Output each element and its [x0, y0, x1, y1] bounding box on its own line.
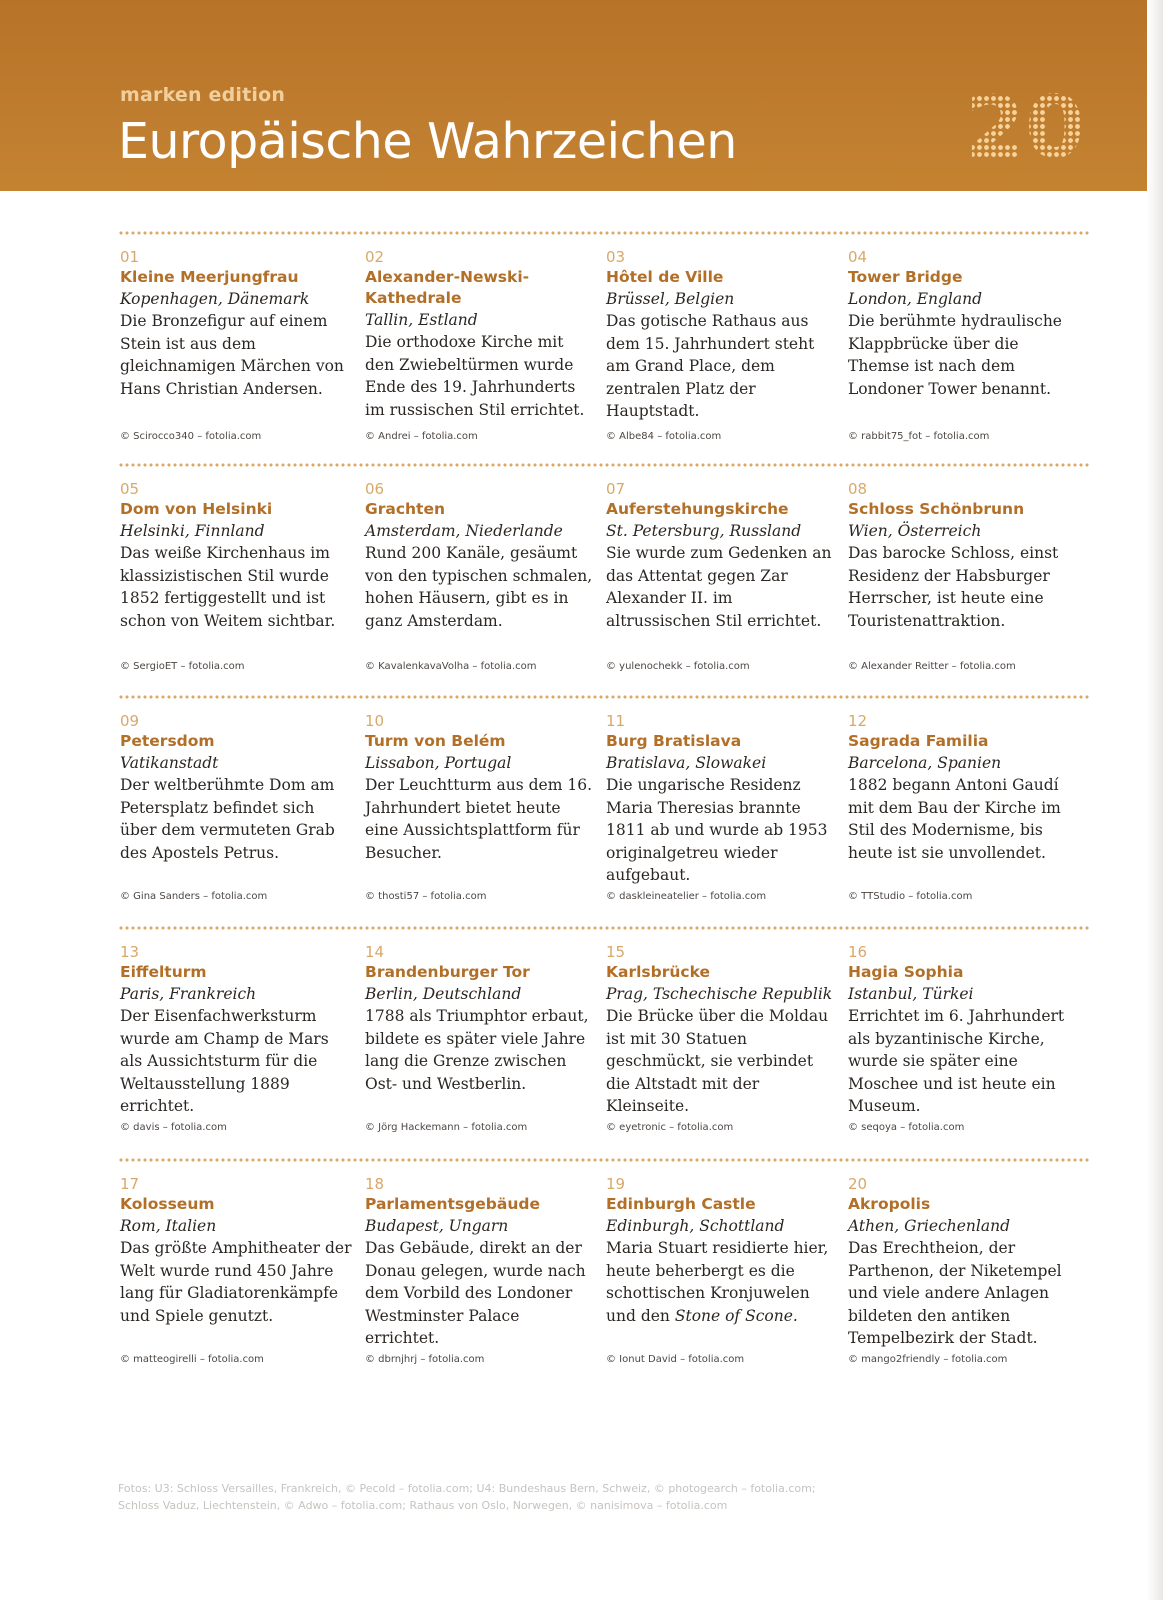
photo-credit: © seqoya – fotolia.com — [848, 1122, 965, 1133]
entry-number: 01 — [120, 248, 140, 266]
entry-number: 04 — [848, 248, 868, 266]
page-edge-shadow — [1147, 0, 1163, 1600]
photo-credit: © Gina Sanders – fotolia.com — [120, 891, 268, 902]
photo-credit: © eyetronic – fotolia.com — [606, 1122, 734, 1133]
entry-number: 03 — [606, 248, 626, 266]
entry-description: Der Eisenfachwerksturm wurde am Champ de Mars als Aussichtsturm für die Weltausstellung 1889 errichtet. — [120, 1007, 329, 1115]
entry-description — [606, 1237, 838, 1327]
landmark-entry-09 — [120, 711, 352, 864]
photo-credit: © KavalenkavaVolha – fotolia.com — [365, 661, 537, 672]
entry-description: Das gotische Rathaus aus dem 15. Jahrhundert steht am Grand Place, dem zentralen Platz der Hauptstadt. — [606, 312, 815, 420]
entry-number: 18 — [365, 1175, 385, 1193]
photo-credit: © yulenochekk – fotolia.com — [606, 661, 750, 672]
entry-name: Schloss Schönbrunn — [848, 500, 1025, 518]
entry-description: Die Brücke über die Moldau ist mit 30 Statuen geschmückt, sie verbindet die Altstadt mit der Kleinseite. — [606, 1007, 829, 1115]
landmark-entry-12 — [848, 711, 1080, 864]
entry-name: Grachten — [365, 500, 446, 518]
photo-credit: © rabbit75_fot – fotolia.com — [848, 431, 990, 442]
footer-line: Schloss Vaduz, Liechtenstein, © Adwo – fotolia.com; Rathaus von Oslo, Norwegen, © nanisimova – fotolia.com — [118, 1499, 728, 1512]
edition-label: marken edition — [120, 84, 286, 106]
entry-name: Hagia Sophia — [848, 963, 964, 981]
entry-location: Amsterdam, Niederlande — [365, 522, 563, 540]
entry-description: Das größte Amphitheater der Welt wurde rund 450 Jahre lang für Gladiatorenkämpfe und Spiele genutzt. — [120, 1239, 352, 1325]
entry-name: Edinburgh Castle — [606, 1195, 756, 1213]
photo-credits-footer — [118, 1480, 1018, 1514]
photo-credit: © daskleineatelier – fotolia.com — [606, 891, 767, 902]
header-banner — [0, 0, 1163, 191]
entry-name: Kolosseum — [120, 1195, 215, 1213]
photo-credit: © dbrnjhrj – fotolia.com — [365, 1354, 485, 1365]
entry-location: Paris, Frankreich — [120, 985, 257, 1003]
entry-name: Tower Bridge — [848, 268, 963, 286]
entry-location: Berlin, Deutschland — [365, 985, 522, 1003]
entry-name: Eiffelturm — [120, 963, 207, 981]
entry-description: Das Erechtheion, der Parthenon, der Niketempel und viele andere Anlagen bildeten den antiken Tempelbezirk der Stadt. — [848, 1239, 1062, 1347]
entry-location: Helsinki, Finnland — [120, 522, 265, 540]
entry-name: Brandenburger Tor — [365, 963, 530, 981]
entry-number: 12 — [848, 712, 868, 730]
landmark-entry-04 — [848, 247, 1080, 400]
landmark-entry-16 — [848, 942, 1080, 1118]
entry-name: Petersdom — [120, 732, 215, 750]
entry-number: 05 — [120, 480, 140, 498]
photo-credit: © Albe84 – fotolia.com — [606, 431, 722, 442]
entry-description: Das barocke Schloss, einst Residenz der Habsburger Herrscher, ist heute eine Touristenattraktion. — [848, 544, 1059, 630]
entry-description: Der weltberühmte Dom am Petersplatz befindet sich über dem vermuteten Grab des Apostels Petrus. — [120, 776, 335, 862]
landmark-entry-14 — [365, 942, 597, 1095]
entry-number: 14 — [365, 943, 385, 961]
entry-number: 11 — [606, 712, 626, 730]
entry-description: Das Gebäude, direkt an der Donau gelegen, wurde nach dem Vorbild des Londoner Westminster Palace errichtet. — [365, 1239, 586, 1347]
entry-description: Errichtet im 6. Jahrhundert als byzantinische Kirche, wurde sie später eine Moschee und ist heute ein Museum. — [848, 1007, 1065, 1115]
entry-location: Bratislava, Slowakei — [606, 754, 767, 772]
entry-location: Istanbul, Türkei — [848, 985, 974, 1003]
entry-number: 16 — [848, 943, 868, 961]
entry-description: Der Leuchtturm aus dem 16. Jahrhundert bietet heute eine Aussichtsplattform für Besucher. — [365, 776, 592, 862]
photo-credit: © SergioET – fotolia.com — [120, 661, 245, 672]
photo-credit: © davis – fotolia.com — [120, 1122, 227, 1133]
landmark-entry-18 — [365, 1174, 597, 1350]
entry-location: Kopenhagen, Dänemark — [120, 290, 310, 308]
entry-name: Kleine Meerjungfrau — [120, 268, 299, 286]
dotted-separator — [118, 231, 1090, 235]
landmark-entry-13 — [120, 942, 352, 1118]
photo-credit: © Andrei – fotolia.com — [365, 431, 478, 442]
landmark-entry-03 — [606, 247, 838, 423]
entry-description-italic: Stone of Scone. — [674, 1306, 798, 1325]
landmark-entry-01 — [120, 247, 352, 400]
photo-credit: © Scirocco340 – fotolia.com — [120, 431, 262, 442]
edition-number-badge: 20 — [962, 88, 1088, 168]
landmark-entry-02 — [365, 247, 597, 421]
entry-number: 19 — [606, 1175, 626, 1193]
entry-location: Wien, Österreich — [848, 522, 982, 540]
landmark-entry-06 — [365, 479, 597, 632]
photo-credit: © TTStudio – fotolia.com — [848, 891, 973, 902]
entry-name: Parlamentsgebäude — [365, 1195, 540, 1213]
entry-number: 08 — [848, 480, 868, 498]
entry-name: Akropolis — [848, 1195, 931, 1213]
entry-description: Die Bronzefigur auf einem Stein ist aus dem gleichnamigen Märchen von Hans Christian Andersen. — [120, 312, 344, 398]
landmark-entry-05 — [120, 479, 352, 632]
entry-description: Das weiße Kirchenhaus im klassizistischen Stil wurde 1852 fertiggestellt und ist schon von Weitem sichtbar. — [120, 544, 336, 630]
entry-location: Brüssel, Belgien — [606, 290, 735, 308]
entry-location: Lissabon, Portugal — [365, 754, 512, 772]
photo-credit: © Jörg Hackemann – fotolia.com — [365, 1122, 528, 1133]
entry-number: 06 — [365, 480, 385, 498]
entry-name: Turm von Belém — [365, 732, 506, 750]
entry-location: Vatikanstadt — [120, 754, 219, 772]
entry-name: Burg Bratislava — [606, 732, 742, 750]
entry-location: Prag, Tschechische Republik — [606, 985, 833, 1003]
entry-description: 1788 als Triumphtor erbaut, bildete es später viele Jahre lang die Grenze zwischen Ost- und Westberlin. — [365, 1007, 589, 1093]
entry-number: 17 — [120, 1175, 140, 1193]
dotted-separator — [118, 695, 1090, 699]
page-title: Europäische Wahrzeichen — [118, 113, 737, 170]
photo-credit: © Alexander Reitter – fotolia.com — [848, 661, 1016, 672]
entry-number: 10 — [365, 712, 385, 730]
landmark-entry-20 — [848, 1174, 1080, 1350]
entry-description: Sie wurde zum Gedenken an das Attentat gegen Zar Alexander II. im altrussischen Stil errichtet. — [606, 544, 832, 630]
entry-description: Die orthodoxe Kirche mit den Zwiebeltürmen wurde Ende des 19. Jahrhunderts im russischen Stil errichtet. — [365, 333, 585, 419]
entry-number: 07 — [606, 480, 626, 498]
entry-location: London, England — [848, 290, 983, 308]
entry-name: Hôtel de Ville — [606, 268, 724, 286]
entry-location: Tallin, Estland — [365, 311, 478, 329]
photo-credit: © Ionut David – fotolia.com — [606, 1354, 745, 1365]
entry-name: Alexander-Newski-Kathedrale — [365, 268, 530, 307]
entry-name: Karlsbrücke — [606, 963, 711, 981]
entry-description: 1882 begann Antoni Gaudí mit dem Bau der Kirche im Stil des Modernisme, bis heute ist sie unvollendet. — [848, 776, 1061, 862]
photo-credit: © matteogirelli – fotolia.com — [120, 1354, 264, 1365]
entry-name: Dom von Helsinki — [120, 500, 273, 518]
entry-location: Budapest, Ungarn — [365, 1217, 509, 1235]
entry-description: Die berühmte hydraulische Klappbrücke über die Themse ist nach dem Londoner Tower benannt. — [848, 312, 1062, 398]
entry-description: Die ungarische Residenz Maria Theresias brannte 1811 ab und wurde ab 1953 originalgetreu wieder aufgebaut. — [606, 776, 828, 884]
entry-name: Auferstehungskirche — [606, 500, 789, 518]
landmark-entry-08 — [848, 479, 1080, 632]
landmark-entry-07 — [606, 479, 838, 632]
dotted-separator — [118, 463, 1090, 467]
entry-location: Athen, Griechenland — [848, 1217, 1010, 1235]
landmark-entry-11 — [606, 711, 838, 887]
entry-number: 02 — [365, 248, 385, 266]
dotted-separator — [118, 926, 1090, 930]
entry-description: Rund 200 Kanäle, gesäumt von den typischen schmalen, hohen Häusern, gibt es in ganz Amsterdam. — [365, 544, 593, 630]
landmark-entry-17 — [120, 1174, 352, 1327]
entry-number: 15 — [606, 943, 626, 961]
entry-number: 20 — [848, 1175, 868, 1193]
entry-description-text: Maria Stuart residierte hier, heute beherbergt es die schottischen Kronjuwelen und den — [606, 1239, 829, 1325]
landmark-entry-19 — [606, 1174, 838, 1327]
landmark-entry-15 — [606, 942, 838, 1118]
footer-line: Fotos: U3: Schloss Versailles, Frankreich, © Pecold – fotolia.com; U4: Bundeshaus Bern, Schweiz, © photogearch – fotolia.com; — [118, 1482, 816, 1495]
entry-location: Edinburgh, Schottland — [606, 1217, 785, 1235]
photo-credit: © thosti57 – fotolia.com — [365, 891, 487, 902]
photo-credit: © mango2friendly – fotolia.com — [848, 1354, 1008, 1365]
dotted-separator — [118, 1158, 1090, 1162]
entry-location: St. Petersburg, Russland — [606, 522, 802, 540]
entry-name: Sagrada Familia — [848, 732, 989, 750]
entry-number: 09 — [120, 712, 140, 730]
entry-location: Rom, Italien — [120, 1217, 217, 1235]
landmark-entry-10 — [365, 711, 597, 864]
entry-location: Barcelona, Spanien — [848, 754, 1002, 772]
entry-number: 13 — [120, 943, 140, 961]
